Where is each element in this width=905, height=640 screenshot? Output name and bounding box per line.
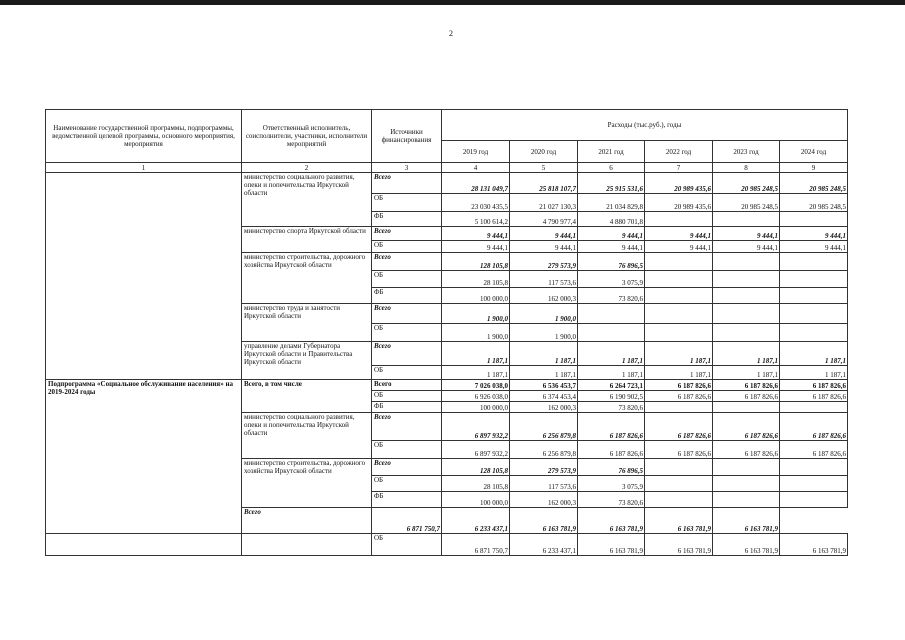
value-cell: 6 897 932,2 [442, 413, 510, 441]
value-cell: 6 187 826,6 [645, 380, 713, 391]
value-cell: 6 163 781,9 [645, 534, 713, 556]
header-source: Источники финансирования [372, 110, 442, 163]
value-cell: 25 915 531,6 [578, 173, 645, 194]
value-cell: 6 187 826,6 [713, 391, 780, 402]
source-cell: Всего [372, 413, 442, 441]
value-cell: 6 187 826,6 [578, 441, 645, 459]
source-cell: Всего [372, 459, 442, 476]
header-executor: Ответственный исполнитель, соисполнители, участники, исполнители мероприятий [242, 110, 372, 163]
header-expenses: Расходы (тыс.руб.), годы [442, 110, 848, 141]
value-cell [645, 492, 713, 508]
header-year: 2022 год [645, 141, 713, 163]
value-cell [713, 459, 780, 476]
value-cell: 6 256 879,8 [510, 441, 578, 459]
header-year: 2024 год [780, 141, 848, 163]
value-cell: 73 820,6 [578, 288, 645, 304]
executor-cell: министерство строительства, дорожного хозяйства Иркутской области [242, 459, 372, 508]
source-cell: ФБ [372, 402, 442, 413]
value-cell [780, 459, 848, 476]
value-cell: 1 187,1 [578, 342, 645, 366]
value-cell [780, 402, 848, 413]
value-cell: 20 989 435,6 [645, 173, 713, 194]
value-cell: 1 187,1 [442, 366, 510, 380]
value-cell [578, 304, 645, 324]
executor-cell [242, 534, 372, 556]
value-cell: 9 444,1 [510, 227, 578, 241]
value-cell: 21 027 130,3 [510, 194, 578, 212]
source-cell: ОБ [372, 324, 442, 342]
value-cell: 1 187,1 [510, 342, 578, 366]
value-cell [645, 324, 713, 342]
value-cell: 1 187,1 [780, 366, 848, 380]
source-cell: ФБ [372, 212, 442, 227]
value-cell: 128 105,8 [442, 253, 510, 271]
executor-cell: министерство спорта Иркутской области [242, 227, 372, 253]
column-number: 5 [510, 163, 578, 173]
value-cell [780, 492, 848, 508]
executor-cell: министерство социального развития, опеки и попечительства Иркутской области [242, 173, 372, 227]
value-cell: 9 444,1 [578, 241, 645, 253]
value-cell: 9 444,1 [510, 241, 578, 253]
value-cell: 6 871 750,7 [442, 534, 510, 556]
value-cell: 117 573,6 [510, 271, 578, 288]
column-number: 1 [46, 163, 242, 173]
value-cell: 6 536 453,7 [510, 380, 578, 391]
value-cell [780, 253, 848, 271]
source-cell: Всего [372, 304, 442, 324]
source-cell: ОБ [372, 194, 442, 212]
column-number: 8 [713, 163, 780, 173]
value-cell [713, 212, 780, 227]
value-cell [713, 253, 780, 271]
value-cell: 21 034 829,8 [578, 194, 645, 212]
source-cell: Всего [372, 342, 442, 366]
value-cell: 7 026 038,0 [442, 380, 510, 391]
value-cell [713, 304, 780, 324]
executor-cell: министерство труда и занятости Иркутской области [242, 304, 372, 342]
source-cell: Всего [242, 508, 372, 534]
value-cell [578, 324, 645, 342]
source-cell: Всего [372, 380, 442, 391]
column-number: 2 [242, 163, 372, 173]
value-cell: 20 985 248,5 [713, 194, 780, 212]
value-cell: 6 233 437,1 [510, 534, 578, 556]
program-name-cell [46, 173, 242, 380]
source-cell: ОБ [372, 534, 442, 556]
value-cell [645, 271, 713, 288]
value-cell [645, 253, 713, 271]
header-year: 2021 год [578, 141, 645, 163]
value-cell: 6 233 437,1 [442, 508, 510, 534]
header-year: 2023 год [713, 141, 780, 163]
value-cell [645, 212, 713, 227]
value-cell [645, 476, 713, 492]
value-cell: 6 264 723,1 [578, 380, 645, 391]
value-cell: 9 444,1 [780, 227, 848, 241]
value-cell: 28 131 049,7 [442, 173, 510, 194]
value-cell: 6 187 826,6 [780, 391, 848, 402]
value-cell: 1 187,1 [442, 342, 510, 366]
value-cell: 162 000,3 [510, 492, 578, 508]
value-cell [713, 476, 780, 492]
value-cell: 100 000,0 [442, 492, 510, 508]
executor-cell: управление делами Губернатора Иркутской области и Правительства Иркутской области [242, 342, 372, 380]
value-cell: 6 163 781,9 [713, 534, 780, 556]
value-cell: 6 187 826,6 [578, 413, 645, 441]
value-cell: 3 075,9 [578, 271, 645, 288]
value-cell [713, 288, 780, 304]
source-cell: ОБ [372, 391, 442, 402]
page-number: 2 [449, 29, 453, 38]
value-cell: 6 187 826,6 [780, 413, 848, 441]
value-cell: 100 000,0 [442, 288, 510, 304]
value-cell: 6 187 826,6 [645, 413, 713, 441]
header-year: 2020 год [510, 141, 578, 163]
value-cell: 20 985 248,5 [780, 173, 848, 194]
source-cell: ОБ [372, 476, 442, 492]
value-cell: 9 444,1 [442, 241, 510, 253]
source-cell: ОБ [372, 271, 442, 288]
value-cell: 4 880 701,8 [578, 212, 645, 227]
value-cell: 6 871 750,7 [372, 508, 442, 534]
value-cell [645, 402, 713, 413]
value-cell: 20 989 435,6 [645, 194, 713, 212]
table-row [46, 173, 848, 194]
source-cell: ОБ [372, 441, 442, 459]
value-cell: 6 926 038,0 [442, 391, 510, 402]
value-cell: 1 187,1 [713, 366, 780, 380]
value-cell: 6 187 826,6 [713, 413, 780, 441]
value-cell: 28 105,8 [442, 271, 510, 288]
value-cell: 20 985 248,5 [780, 194, 848, 212]
column-number: 7 [645, 163, 713, 173]
value-cell: 162 000,3 [510, 402, 578, 413]
value-cell: 162 000,3 [510, 288, 578, 304]
value-cell: 128 105,8 [442, 459, 510, 476]
value-cell: 6 187 826,6 [780, 441, 848, 459]
value-cell [713, 271, 780, 288]
value-cell: 5 100 614,2 [442, 212, 510, 227]
column-number-row [46, 163, 848, 173]
value-cell [780, 304, 848, 324]
source-cell: Всего [372, 227, 442, 241]
value-cell [780, 271, 848, 288]
value-cell [713, 492, 780, 508]
value-cell: 9 444,1 [645, 241, 713, 253]
value-cell: 6 163 781,9 [578, 534, 645, 556]
value-cell [713, 324, 780, 342]
executor-cell: Всего, в том числе [242, 380, 372, 413]
value-cell: 6 163 781,9 [780, 534, 848, 556]
value-cell: 4 790 977,4 [510, 212, 578, 227]
value-cell [645, 288, 713, 304]
column-number: 9 [780, 163, 848, 173]
value-cell: 23 030 435,5 [442, 194, 510, 212]
value-cell: 6 163 781,9 [578, 508, 645, 534]
value-cell [645, 304, 713, 324]
value-cell: 73 820,6 [578, 492, 645, 508]
value-cell: 6 190 902,5 [578, 391, 645, 402]
value-cell: 6 187 826,6 [780, 380, 848, 391]
value-cell: 6 187 826,6 [713, 380, 780, 391]
value-cell: 6 187 826,6 [645, 391, 713, 402]
value-cell: 9 444,1 [713, 241, 780, 253]
value-cell: 9 444,1 [645, 227, 713, 241]
value-cell: 9 444,1 [713, 227, 780, 241]
value-cell: 6 187 826,6 [645, 441, 713, 459]
value-cell: 73 820,6 [578, 402, 645, 413]
value-cell: 279 573,9 [510, 253, 578, 271]
value-cell: 3 075,9 [578, 476, 645, 492]
value-cell: 117 573,6 [510, 476, 578, 492]
value-cell: 1 900,0 [442, 304, 510, 324]
executor-cell: министерство социального развития, опеки и попечительства Иркутской области [242, 413, 372, 459]
scan-top-border [0, 0, 905, 5]
value-cell: 76 896,5 [578, 253, 645, 271]
value-cell: 6 256 879,8 [510, 413, 578, 441]
value-cell: 9 444,1 [780, 241, 848, 253]
value-cell: 6 374 453,4 [510, 391, 578, 402]
value-cell: 6 163 781,9 [713, 508, 780, 534]
header-year: 2019 год [442, 141, 510, 163]
value-cell [780, 324, 848, 342]
value-cell [780, 288, 848, 304]
column-number: 6 [578, 163, 645, 173]
value-cell: 1 187,1 [713, 342, 780, 366]
value-cell: 76 896,5 [578, 459, 645, 476]
program-name-cell [46, 534, 242, 556]
header-name: Наименование государственной программы, подпрограммы, ведомственной целевой программы, основного мероприятия, мероприятия [46, 110, 242, 163]
value-cell: 6 163 781,9 [645, 508, 713, 534]
table-row [46, 534, 848, 556]
value-cell: 25 818 107,7 [510, 173, 578, 194]
value-cell [780, 212, 848, 227]
source-cell: Всего [372, 173, 442, 194]
source-cell: ФБ [372, 288, 442, 304]
value-cell: 1 187,1 [780, 342, 848, 366]
value-cell [780, 476, 848, 492]
value-cell: 1 187,1 [578, 366, 645, 380]
value-cell [645, 459, 713, 476]
value-cell: 1 187,1 [645, 366, 713, 380]
source-cell: ОБ [372, 241, 442, 253]
value-cell: 20 985 248,5 [713, 173, 780, 194]
value-cell: 28 105,8 [442, 476, 510, 492]
value-cell: 6 187 826,6 [713, 441, 780, 459]
column-number: 3 [372, 163, 442, 173]
value-cell: 1 900,0 [510, 304, 578, 324]
value-cell: 1 187,1 [510, 366, 578, 380]
value-cell: 9 444,1 [578, 227, 645, 241]
executor-cell: министерство строительства, дорожного хозяйства Иркутской области [242, 253, 372, 304]
value-cell [713, 402, 780, 413]
value-cell: 9 444,1 [442, 227, 510, 241]
program-name-cell: Подпрограмма «Социальное обслуживание населения» на 2019-2024 годы [46, 380, 242, 534]
table-row [46, 380, 848, 391]
value-cell: 6 163 781,9 [510, 508, 578, 534]
source-cell: ОБ [372, 366, 442, 380]
source-cell: Всего [372, 253, 442, 271]
source-cell: ФБ [372, 492, 442, 508]
value-cell: 1 187,1 [645, 342, 713, 366]
value-cell: 279 573,9 [510, 459, 578, 476]
value-cell: 100 000,0 [442, 402, 510, 413]
budget-table [45, 109, 848, 556]
value-cell: 6 897 932,2 [442, 441, 510, 459]
value-cell: 1 900,0 [510, 324, 578, 342]
value-cell: 1 900,0 [442, 324, 510, 342]
column-number: 4 [442, 163, 510, 173]
